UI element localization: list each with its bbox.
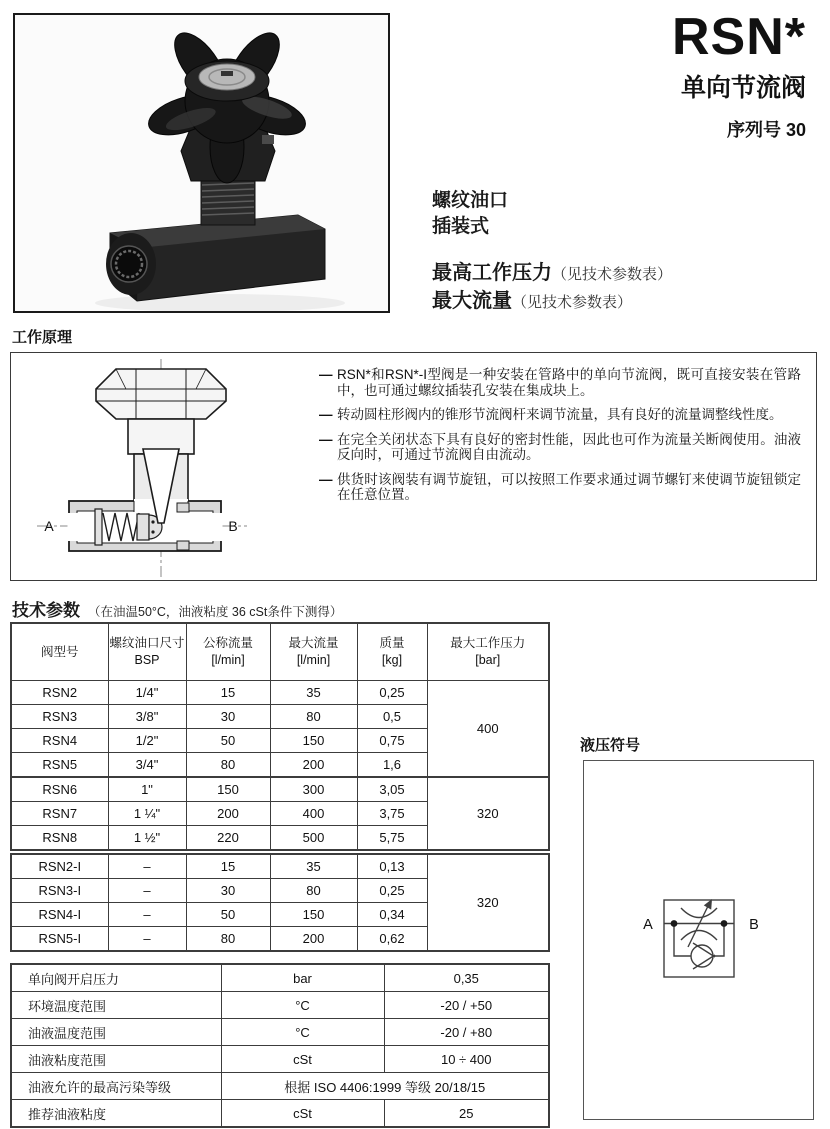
port-a-label: A (44, 518, 54, 534)
working-principle-box (10, 352, 817, 581)
pressure-group-cell: 400 (427, 681, 549, 778)
table-row: RSN5 3/4" 80 200 1,6 (11, 753, 549, 778)
table-row: RSN2 1/4" 15 35 0,25 400 (11, 681, 549, 705)
bullet-item: — 在完全关闭状态下具有良好的密封性能，因此也可作为流量关断阀使用。油液反向时，可通过节流阀自由流动。 (319, 431, 801, 462)
table-row: RSN5-I – 80 200 0,62 (11, 927, 549, 952)
table-row: 油液允许的最高污染等级 根据 ISO 4406:1999 等级 20/18/15 (11, 1073, 549, 1100)
series-number: 序列号 30 (726, 120, 806, 140)
page-title: RSN* (671, 8, 806, 66)
hydraulic-symbol-box (583, 760, 814, 1120)
feature-mount-type: 插装式 (432, 216, 490, 237)
page-subtitle: 单向节流阀 (680, 74, 806, 102)
product-photo-frame (13, 13, 390, 313)
working-principle-heading: 工作原理 (12, 329, 73, 346)
table-row: RSN6 1" 150 300 3,05 320 (11, 777, 549, 802)
valve-photo-illustration (15, 15, 388, 311)
table-row: 油液粘度范围 cSt 10 ÷ 400 (11, 1046, 549, 1073)
test-condition-note: （在油温50°C，油液粘度 36 cSt条件下测得） (88, 605, 343, 619)
tech-params-table (10, 622, 550, 851)
tech-params-heading: 技术参数 （在油温50°C，油液粘度 36 cSt条件下测得） (12, 601, 343, 620)
table-row: 油液温度范围 °C -20 / +80 (11, 1019, 549, 1046)
table-row: RSN7 1 ¼" 200 400 3,75 (11, 802, 549, 826)
symbol-port-a-label: A (643, 917, 653, 933)
table-header-row: 阀型号 螺纹油口尺寸 BSP 公称流量 [l/min] 最大流量 [l/min] 质量 [kg] 最大工作压力 [bar] (11, 623, 549, 681)
table-row: 环境温度范围 °C -20 / +50 (11, 992, 549, 1019)
table-row: 单向阀开启压力 bar 0,35 (11, 964, 549, 992)
feature-max-pressure: 最高工作压力（见技术参数表） (432, 262, 673, 284)
table-row: RSN3 3/8" 30 80 0,5 (11, 705, 549, 729)
bullet-item: — RSN*和RSN*-I型阀是一种安装在管路中的单向节流阀，既可直接安装在管路中，也可通过螺纹插装孔安装在集成块上。 (319, 367, 801, 398)
table-row: RSN4 1/2" 50 150 0,75 (11, 729, 549, 753)
pressure-group-cell: 320 (427, 777, 549, 850)
table-row: RSN8 1 ½" 220 500 5,75 (11, 826, 549, 851)
valve-cross-section-diagram (31, 355, 261, 579)
working-principle-bullets (319, 367, 801, 512)
feature-port-type: 螺纹油口 (432, 190, 509, 211)
title-block (672, 10, 806, 142)
hydraulic-symbol-diagram (584, 761, 813, 1119)
insert-version-table (10, 853, 550, 952)
table-row: RSN4-I – 50 150 0,34 (11, 903, 549, 927)
general-data-table (10, 963, 550, 1128)
port-b-label: B (228, 518, 238, 534)
bullet-item: — 转动圆柱形阀内的锥形节流阀杆来调节流量，具有良好的流量调整线性度。 (319, 407, 783, 422)
feature-summary (432, 188, 812, 316)
table-row: 推荐油液粘度 cSt 25 (11, 1100, 549, 1128)
hydraulic-symbol-heading: 液压符号 (580, 737, 641, 754)
table-row: RSN3-I – 30 80 0,25 (11, 879, 549, 903)
symbol-port-b-label: B (749, 917, 759, 933)
table-row: RSN2-I – 15 35 0,13 320 (11, 854, 549, 879)
feature-max-flow: 最大流量（见技术参数表） (432, 290, 633, 312)
pressure-group-cell: 320 (427, 854, 549, 951)
bullet-item: — 供货时该阀装有调节旋钮，可以按照工作要求通过调节螺钉来使调节旋钮锁定在任意位置。 (319, 471, 801, 502)
